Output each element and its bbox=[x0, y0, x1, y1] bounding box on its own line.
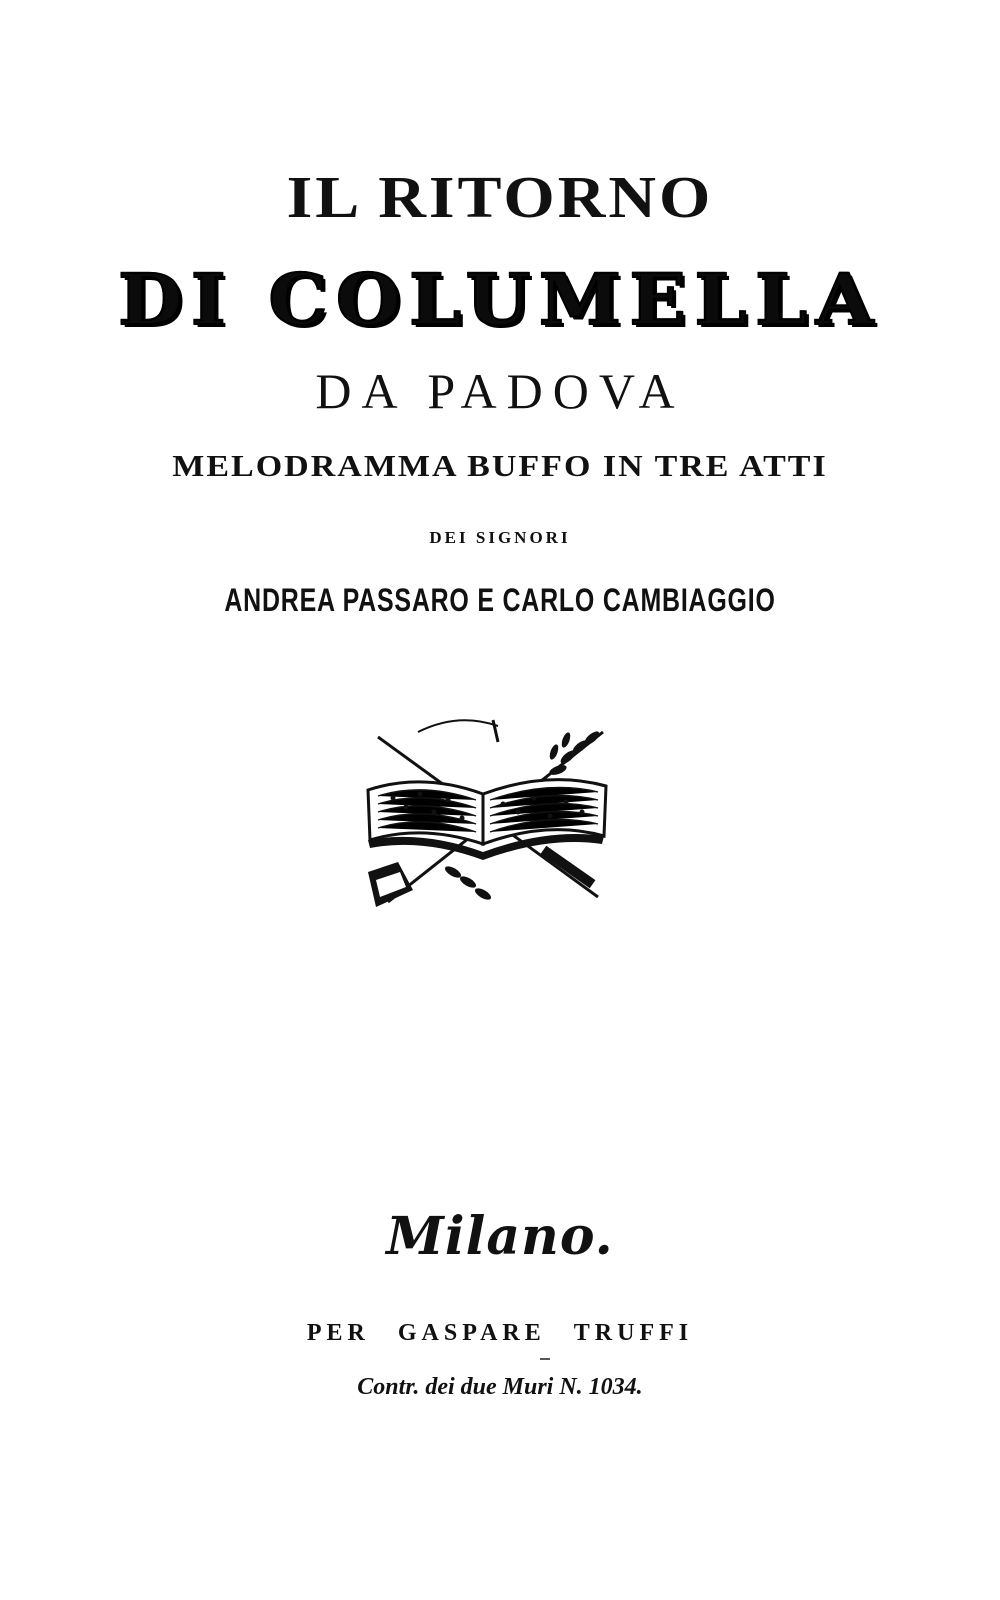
city: Milano. bbox=[386, 1206, 614, 1267]
printer bbox=[0, 1320, 1000, 1347]
printer-word-3: TRUFFI bbox=[573, 1320, 694, 1346]
address: Contr. dei due Muri N. 1034. bbox=[357, 1374, 643, 1400]
music-book-and-instruments-vignette-icon bbox=[358, 712, 620, 922]
subtitle: MELODRAMMA BUFFO IN TRE ATTI bbox=[172, 449, 828, 484]
printer-word-1: PER bbox=[306, 1320, 370, 1346]
printer-word-2: GASPARE bbox=[397, 1320, 546, 1346]
title-line-3: DA PADOVA bbox=[315, 363, 685, 419]
title-line-2: DI COLUMELLA bbox=[118, 258, 882, 341]
title-line-1: IL RITORNO bbox=[286, 164, 714, 231]
by-label: DEI SIGNORI bbox=[429, 528, 571, 547]
authors: ANDREA PASSARO E CARLO CAMBIAGGIO bbox=[224, 582, 776, 618]
small-rule bbox=[540, 1358, 550, 1360]
